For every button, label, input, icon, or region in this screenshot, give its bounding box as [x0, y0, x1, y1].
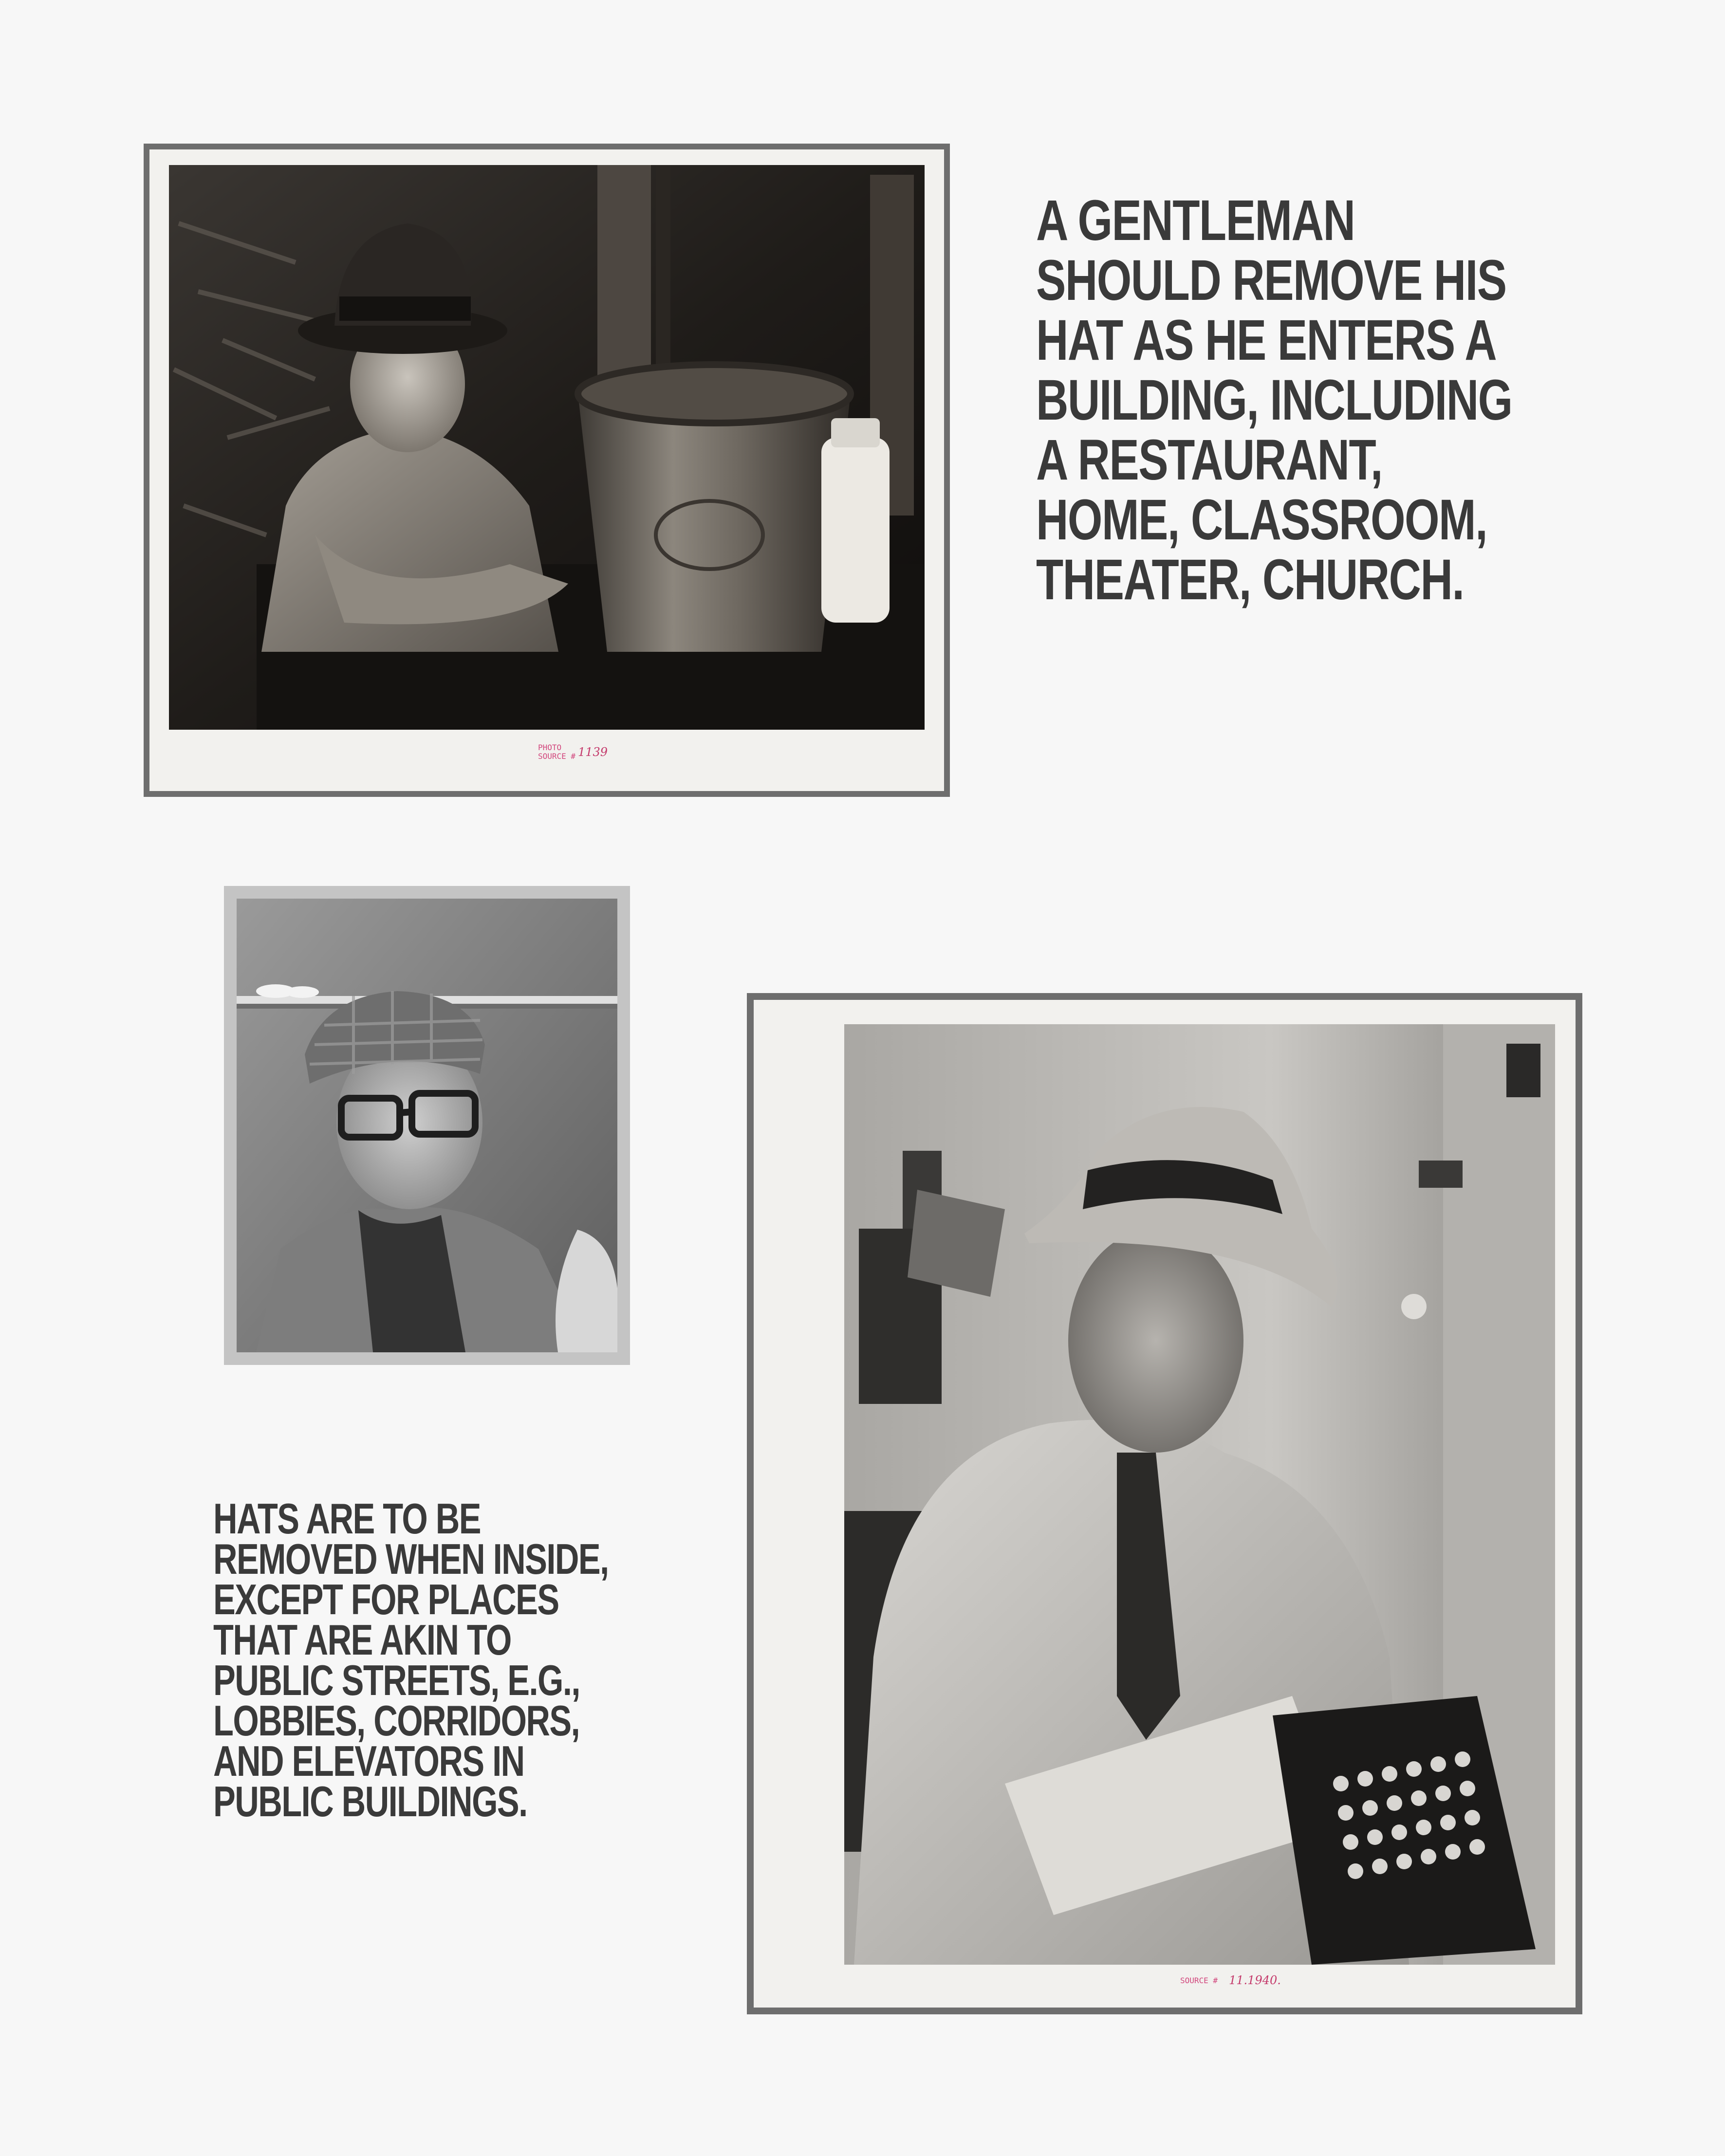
photo-frame-man-typewriter — [747, 993, 1582, 2014]
photo-frame-boy-bucket — [144, 144, 950, 797]
photo-boy-with-bucket — [169, 165, 925, 730]
caption-bottom: HATS ARE TO BE REMOVED WHEN INSIDE, EXCEPT FOR PLACES THAT ARE AKIN TO PUBLIC STREETS, E.G., LOBBIES, CORRIDORS, AND ELEVATORS IN PUBLIC BUILDINGS. — [213, 1494, 609, 1825]
photo-stamp-number: 11.1940. — [1229, 1973, 1281, 1987]
photo-man-in-flat-cap — [237, 899, 617, 1352]
stamp-line-2: SOURCE # — [538, 752, 576, 761]
photo-stamp: SOURCE # — [1180, 1976, 1218, 1985]
photo-frame-man-flat-cap — [224, 886, 630, 1365]
photo-stamp — [538, 743, 575, 761]
stamp-line-1: PHOTO — [538, 743, 562, 752]
photo-stamp-number: 1139 — [578, 745, 608, 759]
caption-top: A GENTLEMAN SHOULD REMOVE HIS HAT AS HE ENTERS A BUILDING, INCLUDING A RESTAURANT, HOME, CLASSROOM, THEATER, CHURCH. — [1036, 188, 1512, 612]
photo-man-at-typewriter — [844, 1024, 1555, 1965]
